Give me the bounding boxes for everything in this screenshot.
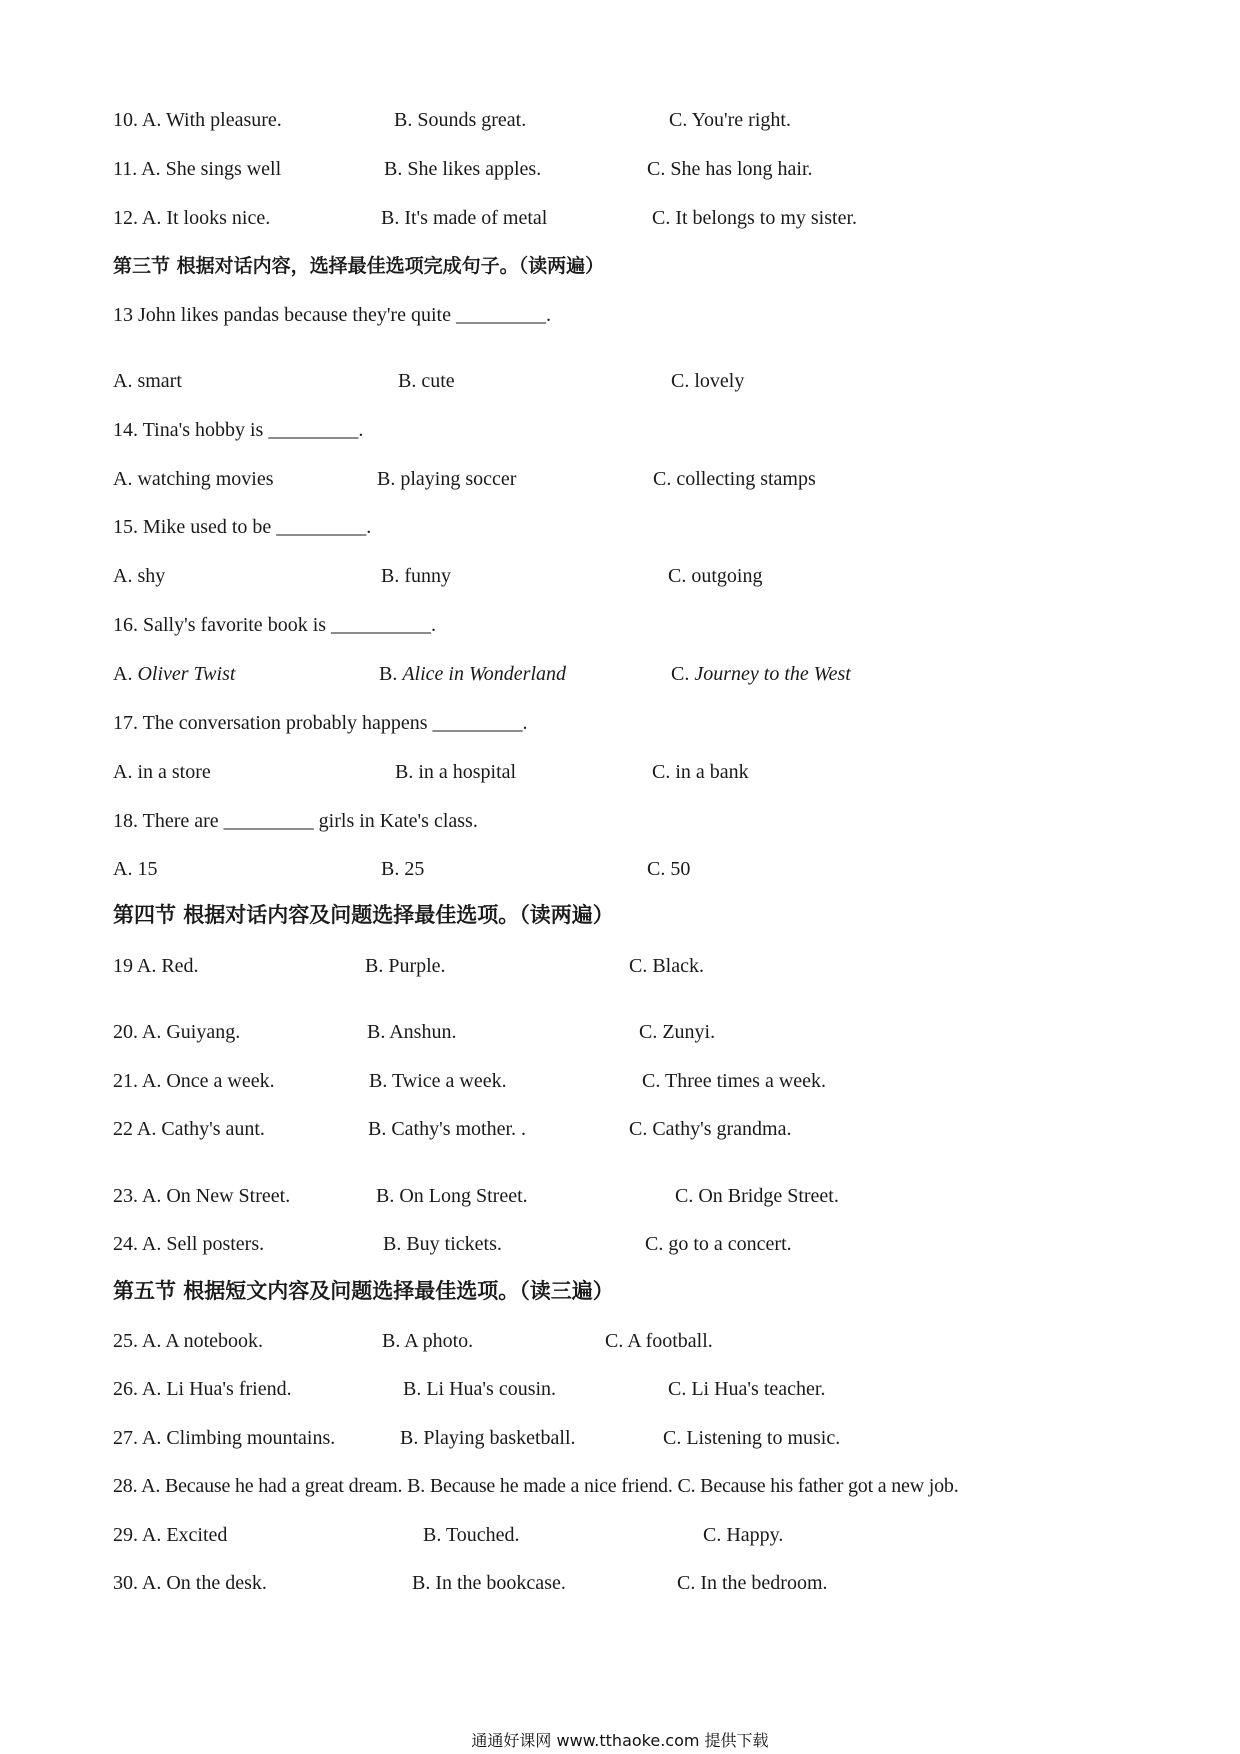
option-b: B. A photo. [382,1330,474,1352]
option-a: 11. A. She sings well [113,158,282,180]
option-a: 10. A. With pleasure. [113,109,282,131]
option-a: 26. A. Li Hua's friend. [113,1378,292,1400]
option-c: C. go to a concert. [645,1233,792,1255]
option-c: C. Zunyi. [639,1021,716,1043]
option-a: A. watching movies [113,468,274,490]
option-a: A. shy [113,565,166,587]
option-c: C. lovely [671,370,745,392]
page-footer: 通通好课网 www.tthaoke.com 提供下载 [471,1731,769,1750]
option-c: C. outgoing [668,565,763,587]
option-a: 29. A. Excited [113,1524,228,1546]
option-c: C. You're right. [669,109,791,131]
option-a: 30. A. On the desk. [113,1572,267,1594]
option-c: C. She has long hair. [647,158,813,180]
option-b: B. On Long Street. [376,1185,528,1207]
option-b: B. playing soccer [377,468,517,490]
option-c: C. Li Hua's teacher. [668,1378,826,1400]
option-a-title: Oliver Twist [137,663,236,685]
question-15-stem: 15. Mike used to be _________. [113,516,372,538]
option-c: C. 50 [647,858,691,880]
option-b-title: Alice in Wonderland [402,663,567,685]
option-c: C. Cathy's grandma. [629,1118,792,1140]
option-b: B. 25 [381,858,425,880]
option-c: C. On Bridge Street. [675,1185,839,1207]
option-b: B. Touched. [423,1524,520,1546]
option-c: C. collecting stamps [653,468,816,490]
option-b [379,659,566,689]
option-a: A. smart [113,370,182,392]
option-a: 22 A. Cathy's aunt. [113,1118,265,1140]
option-b: B. Anshun. [367,1021,457,1043]
section-3-heading: 第三节 根据对话内容，选择最佳选项完成句子。（读两遍） [113,255,605,277]
question-28-row: 28. A. Because he had a great dream. B. Because he made a nice friend. C. Because his father got a new job. [113,1475,959,1497]
option-c: C. Listening to music. [663,1427,841,1449]
section-4-heading: 第四节 根据对话内容及问题选择最佳选项。（读两遍） [113,903,614,927]
option-b: B. She likes apples. [384,158,542,180]
option-a: 27. A. Climbing mountains. [113,1427,336,1449]
option-b: B. Purple. [365,955,446,977]
option-a: 23. A. On New Street. [113,1185,291,1207]
option-c-prefix: C. [671,663,695,685]
option-b: B. It's made of metal [381,207,548,229]
question-14-stem: 14. Tina's hobby is _________. [113,419,364,441]
option-b-prefix: B. [379,663,403,685]
option-a: 21. A. Once a week. [113,1070,275,1092]
option-b: B. Sounds great. [394,109,527,131]
option-c: C. Happy. [703,1524,784,1546]
option-b: B. Buy tickets. [383,1233,502,1255]
option-a: 25. A. A notebook. [113,1330,264,1352]
question-17-stem: 17. The conversation probably happens _________. [113,712,528,734]
section-5-heading: 第五节 根据短文内容及问题选择最佳选项。（读三遍） [113,1279,614,1303]
option-a: A. 15 [113,858,158,880]
option-a-prefix: A. [113,663,138,685]
option-c: C. Three times a week. [642,1070,827,1092]
option-b: B. cute [398,370,455,392]
option-c: C. It belongs to my sister. [652,207,857,229]
option-a: 12. A. It looks nice. [113,207,271,229]
question-13-stem: 13 John likes pandas because they're quite _________. [113,304,551,326]
option-c: C. in a bank [652,761,749,783]
question-16-stem: 16. Sally's favorite book is __________. [113,614,437,636]
option-b: B. Twice a week. [369,1070,507,1092]
option-c: C. Black. [629,955,704,977]
option-b: B. in a hospital [395,761,517,783]
option-a: 24. A. Sell posters. [113,1233,265,1255]
option-b: B. Li Hua's cousin. [403,1378,557,1400]
option-c [671,659,851,689]
option-c: C. A football. [605,1330,713,1352]
option-c-title: Journey to the West [694,663,851,685]
option-b: B. Cathy's mother. . [368,1118,527,1140]
option-a: A. in a store [113,761,211,783]
option-a [113,659,235,689]
option-b: B. Playing basketball. [400,1427,576,1449]
option-b: B. In the bookcase. [412,1572,566,1594]
option-a: 19 A. Red. [113,955,199,977]
option-b: B. funny [381,565,451,587]
option-a: 20. A. Guiyang. [113,1021,241,1043]
question-18-stem: 18. There are _________ girls in Kate's class. [113,810,478,832]
option-c: C. In the bedroom. [677,1572,828,1594]
